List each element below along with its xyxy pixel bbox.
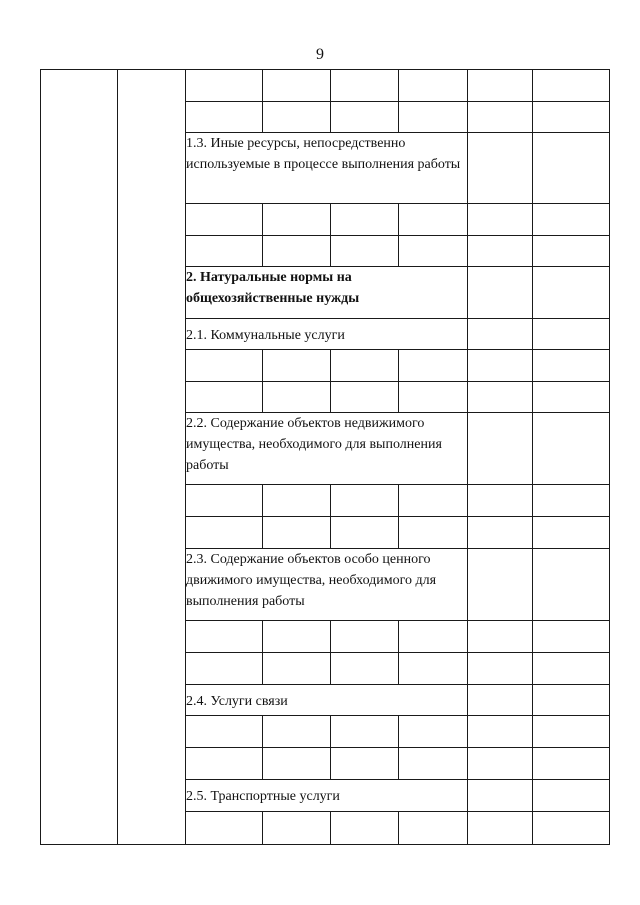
table-cell: [186, 517, 263, 549]
table-cell: [468, 413, 533, 485]
column-2-cell: [118, 70, 186, 845]
table-cell: [468, 549, 533, 621]
table-cell: [186, 204, 263, 236]
column-1-cell: [41, 70, 118, 845]
table-cell: [263, 102, 331, 133]
table-cell: [533, 653, 610, 685]
table-cell: [263, 236, 331, 267]
table-cell: [533, 236, 610, 267]
table-cell: [533, 748, 610, 780]
table-cell: [399, 204, 468, 236]
table-cell: [468, 236, 533, 267]
table-cell: [468, 350, 533, 382]
section-label-2-4: 2.4. Услуги связи: [186, 685, 468, 716]
table-cell: [331, 382, 399, 413]
table-row: [41, 70, 610, 102]
table-cell: [468, 382, 533, 413]
table-cell: [468, 204, 533, 236]
table-cell: [468, 319, 533, 350]
section-label-2-2: 2.2. Содержание объектов недвижимого имущества, необходимого для выполнения работы: [186, 413, 468, 485]
table-cell: [331, 517, 399, 549]
table-cell: [399, 485, 468, 517]
table-cell: [331, 812, 399, 845]
table-cell: [186, 716, 263, 748]
table-cell: [533, 517, 610, 549]
table-cell: [186, 102, 263, 133]
table-cell: [263, 748, 331, 780]
table-cell: [399, 236, 468, 267]
table-cell: [533, 70, 610, 102]
table-cell: [468, 102, 533, 133]
table-cell: [186, 653, 263, 685]
section-label-2-5: 2.5. Транспортные услуги: [186, 780, 468, 812]
table-cell: [468, 70, 533, 102]
table-cell: [186, 812, 263, 845]
table-cell: [399, 382, 468, 413]
table-cell: [468, 133, 533, 204]
table-cell: [331, 748, 399, 780]
table-cell: [186, 236, 263, 267]
section-label-2-3: 2.3. Содержание объектов особо ценного движимого имущества, необходимого для выполнения работы: [186, 549, 468, 621]
table-cell: [533, 485, 610, 517]
table-cell: [468, 653, 533, 685]
table-cell: [533, 102, 610, 133]
table-cell: [533, 204, 610, 236]
table-cell: [468, 716, 533, 748]
table-cell: [533, 319, 610, 350]
table-cell: [399, 517, 468, 549]
table-cell: [533, 133, 610, 204]
table-cell: [263, 70, 331, 102]
table-cell: [468, 621, 533, 653]
table-cell: [263, 621, 331, 653]
table-cell: [263, 517, 331, 549]
table-cell: [186, 382, 263, 413]
table-cell: [533, 350, 610, 382]
table-cell: [399, 102, 468, 133]
table-cell: [263, 485, 331, 517]
table-cell: [331, 653, 399, 685]
table-cell: [468, 748, 533, 780]
section-label-2: 2. Натуральные нормы на общехозяйственные нужды: [186, 267, 468, 319]
section-label-1-3: 1.3. Иные ресурсы, непосредственно используемые в процессе выполнения работы: [186, 133, 468, 204]
table-cell: [399, 621, 468, 653]
table-cell: [399, 748, 468, 780]
table-cell: [263, 812, 331, 845]
norms-table: [40, 69, 610, 845]
table-cell: [533, 549, 610, 621]
table-cell: [186, 485, 263, 517]
table-cell: [399, 350, 468, 382]
table-cell: [331, 485, 399, 517]
page-number: 9: [316, 46, 324, 63]
table-cell: [263, 204, 331, 236]
table-cell: [468, 780, 533, 812]
table-cell: [186, 621, 263, 653]
table-cell: [263, 653, 331, 685]
table-cell: [533, 413, 610, 485]
table-cell: [186, 748, 263, 780]
table-cell: [263, 350, 331, 382]
table-cell: [399, 716, 468, 748]
table-cell: [263, 716, 331, 748]
table-cell: [468, 812, 533, 845]
section-label-2-1: 2.1. Коммунальные услуги: [186, 319, 468, 350]
table-cell: [331, 350, 399, 382]
table-cell: [533, 780, 610, 812]
table-cell: [468, 517, 533, 549]
table-cell: [331, 621, 399, 653]
table-cell: [331, 102, 399, 133]
table-cell: [533, 621, 610, 653]
table-cell: [533, 382, 610, 413]
table-cell: [186, 350, 263, 382]
table-cell: [533, 812, 610, 845]
table-cell: [331, 716, 399, 748]
table-cell: [186, 70, 263, 102]
table-cell: [263, 382, 331, 413]
table-cell: [468, 485, 533, 517]
table-cell: [468, 267, 533, 319]
table-cell: [331, 236, 399, 267]
table-cell: [399, 653, 468, 685]
table-cell: [399, 812, 468, 845]
table-cell: [468, 685, 533, 716]
table-cell: [399, 70, 468, 102]
table-cell: [533, 716, 610, 748]
table-cell: [331, 70, 399, 102]
table-cell: [331, 204, 399, 236]
table-cell: [533, 267, 610, 319]
table-cell: [533, 685, 610, 716]
